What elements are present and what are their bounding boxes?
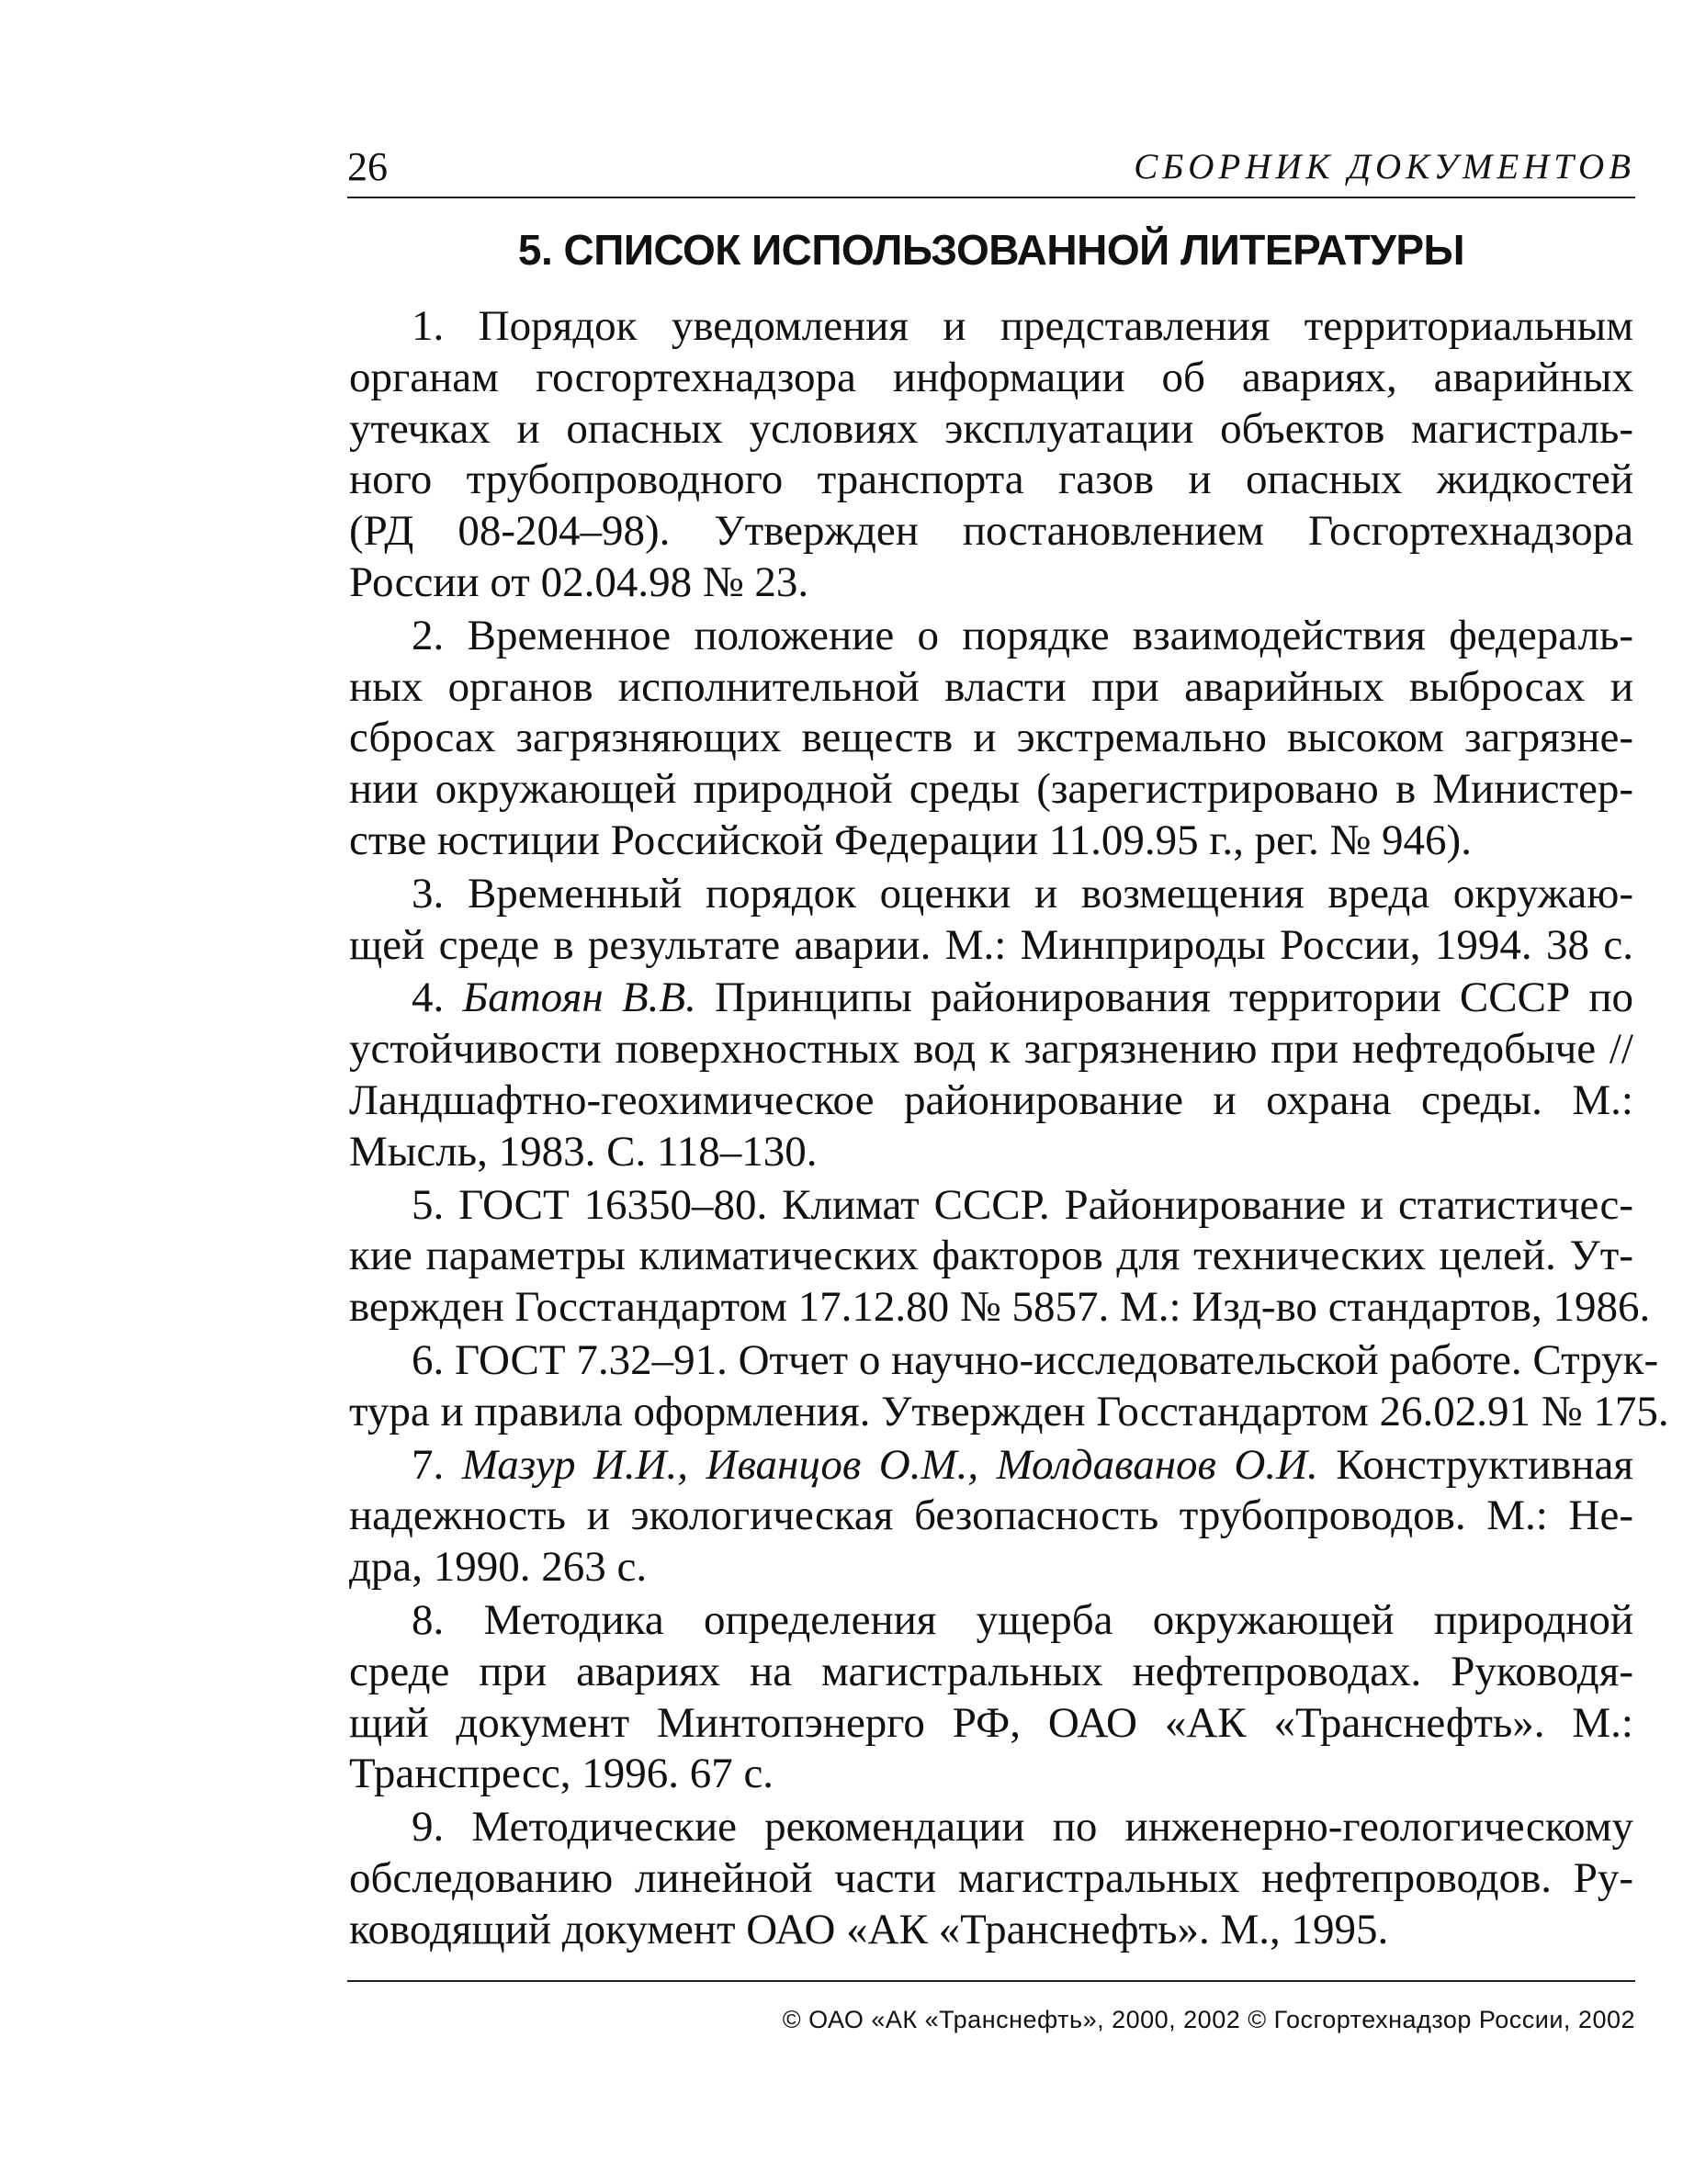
reference-number: 4. (412, 974, 463, 1022)
reference-line: дра, 1990. 263 с. (349, 1543, 648, 1592)
reference-item-5 (349, 1180, 1651, 1334)
reference-line: надежность и экологическая безопасность трубопроводов. М.: Не- (349, 1492, 1633, 1540)
footer-divider (347, 1980, 1635, 1982)
reference-line: Транспресс, 1996. 67 с. (349, 1750, 774, 1798)
reference-item-3 (349, 869, 1633, 972)
reference-line: 6. ГОСТ 7.32–91. Отчет о научно-исследовательской работе. Струк- (412, 1335, 1659, 1384)
reference-text: Конструктивная (1317, 1440, 1633, 1489)
reference-line: России от 02.04.98 № 23. (349, 557, 809, 606)
reference-author: Батоян В.В. (462, 974, 696, 1022)
reference-line: среде при авариях на магистральных нефтепроводах. Руководя- (349, 1647, 1633, 1695)
reference-line: 5. ГОСТ 16350–80. Климат СССР. Районирование и статистичес- (412, 1180, 1633, 1229)
reference-line: (РД 08-204–98). Утвержден постановлением Госгортехнадзора (349, 507, 1633, 556)
section-title: 5. СПИСОК ИСПОЛЬЗОВАННОЙ ЛИТЕРАТУРЫ (517, 226, 1465, 274)
reference-line: ных органов исполнительной власти при аварийных выбросах и (349, 662, 1633, 711)
reference-item-9 (349, 1802, 1633, 1955)
reference-line: щий документ Минтопэнерго РФ, ОАО «АК «Транснефть». М.: (349, 1698, 1633, 1747)
reference-line: 8. Методика определения ущерба окружающей природной (412, 1595, 1633, 1644)
reference-line: ководящий документ ОАО «АК «Транснефть». М., 1995. (349, 1905, 1389, 1953)
reference-list (349, 301, 1669, 1958)
reference-line: вержден Госстандартом 17.12.80 № 5857. М.: Изд-во стандартов, 1986. (349, 1283, 1651, 1332)
reference-text: Принципы районирования территории СССР по (695, 974, 1633, 1022)
reference-line: 2. Временное положение о порядке взаимодействия федераль- (412, 611, 1633, 659)
page-number: 26 (347, 144, 388, 189)
reference-line: устойчивости поверхностных вод к загрязнению при нефтедобыче // (349, 1025, 1633, 1074)
reference-authors: Мазур И.И., Иванцов О.М., Молдаванов О.И. (461, 1440, 1318, 1489)
running-title: СБОРНИК ДОКУМЕНТОВ (1134, 147, 1635, 186)
reference-line: Мысль, 1983. С. 118–130. (349, 1127, 818, 1176)
reference-line: нии окружающей природной среды (зарегистрировано в Министер- (349, 765, 1633, 814)
reference-line: Ландшафтно-геохимическое районирование и охрана среды. М.: (349, 1075, 1633, 1124)
reference-line: 1. Порядок уведомления и представления территориальным (412, 302, 1633, 350)
reference-item-4 (349, 973, 1633, 1177)
copyright-notice: © ОАО «АК «Транснефть», 2000, 2002 © Госгортехнадзор России, 2002 (782, 2006, 1635, 2033)
reference-item-2 (349, 611, 1633, 867)
reference-line: утечках и опасных условиях эксплуатации объектов магистраль- (349, 404, 1633, 453)
reference-line: органам госгортехнадзора информации об авариях, аварийных (349, 353, 1633, 401)
reference-line: стве юстиции Российской Федерации 11.09.95 г., рег. № 946). (349, 816, 1472, 864)
reference-line: кие параметры климатических факторов для технических целей. Ут- (349, 1232, 1633, 1280)
reference-line: тура и правила оформления. Утвержден Госстандартом 26.02.91 № 175. (349, 1387, 1669, 1435)
running-header (347, 138, 1635, 198)
reference-line (349, 973, 1633, 1024)
reference-number: 7. (412, 1440, 462, 1489)
reference-line: щей среде в результате аварии. М.: Минприроды России, 1994. 38 с. (349, 920, 1633, 969)
reference-line: сбросах загрязняющих веществ и экстремально высоком загрязне- (349, 714, 1633, 762)
reference-line: 9. Методические рекомендации по инженерно-геологическому (412, 1803, 1633, 1852)
reference-item-6 (349, 1335, 1669, 1438)
reference-item-1 (349, 301, 1633, 609)
reference-item-7 (349, 1440, 1633, 1593)
reference-line: 3. Временный порядок оценки и возмещения вреда окружаю- (412, 869, 1633, 918)
reference-line: обследованию линейной части магистральных нефтепроводов. Ру- (349, 1853, 1633, 1902)
reference-line (349, 1440, 1633, 1492)
reference-item-8 (349, 1595, 1633, 1800)
reference-line: ного трубопроводного транспорта газов и опасных жидкостей (349, 456, 1633, 504)
